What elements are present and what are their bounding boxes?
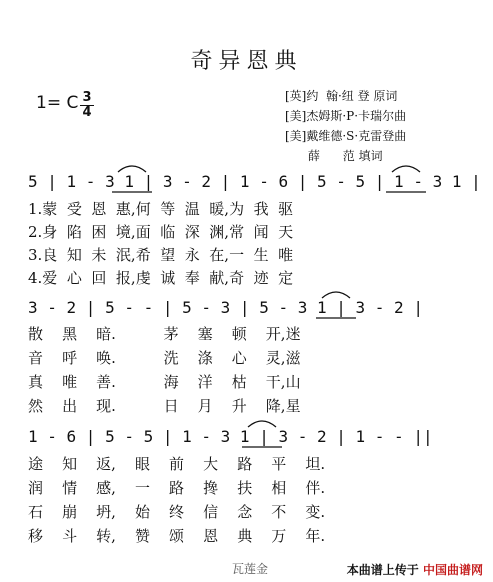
lyric-line: 音 呼 唤. 洗 涤 心 灵,滋	[28, 349, 301, 367]
lyric-line: 散 黑 暗. 茅 塞 顿 开,迷	[28, 325, 301, 343]
lyric-line: 2.身 陷 困 境,面 临 深 渊,常 闻 天	[28, 223, 294, 241]
lyric-line: 移 斗 转, 赞 颂 恩 典 万 年.	[28, 527, 326, 545]
song-title: 奇异恩典	[190, 49, 303, 74]
lyric-line: 石 崩 坍, 始 终 信 念 不 变.	[28, 503, 326, 521]
credit-line: 薛 范 填词	[285, 149, 383, 163]
lyric-line: 润 情 感, 一 路 搀 扶 相 伴.	[28, 479, 326, 497]
slur	[118, 166, 146, 172]
lyric-line: 然 出 现. 日 月 升 降,星	[28, 397, 301, 415]
slur	[392, 166, 420, 172]
slur	[248, 421, 276, 427]
credit-line: [美]戴维德·S·克雷登曲	[285, 129, 407, 143]
credit-line: [英]约 翰·纽 登 原词	[285, 89, 398, 103]
credit-line: [美]杰姆斯·P·卡瑞尔曲	[285, 109, 407, 123]
notation-row-1: 5 | 1 - 3 1 | 3 - 2 | 1 - 6 | 5 - 5 | 1 - 3 1 |	[28, 172, 481, 191]
key-signature: 1= C	[36, 93, 79, 113]
lyric-line: 3.良 知 未 泯,希 望 永 在,一 生 唯	[28, 246, 294, 264]
lyric-line: 1.蒙 受 恩 惠,何 等 温 暖,为 我 驱	[28, 200, 294, 218]
footer-site-name[interactable]: 中国曲谱网	[422, 563, 483, 577]
notation-row-3: 1 - 6 | 5 - 5 | 1 - 3 1 | 3 - 2 | 1 - - ||	[28, 427, 433, 446]
lyric-line: 途 知 返, 眼 前 大 路 平 坦.	[28, 455, 326, 473]
notation-row-2: 3 - 2 | 5 - - | 5 - 3 | 5 - 3 1 | 3 - 2 |	[28, 298, 423, 317]
upload-footer	[347, 561, 483, 578]
time-signature-top: 3	[80, 91, 94, 106]
slur	[322, 292, 350, 298]
time-signature-bottom: 4	[82, 105, 92, 120]
lyric-line: 4.爱 心 回 报,虔 诚 奉 献,奇 迹 定	[28, 269, 294, 287]
footer-prefix: 本曲谱上传于	[346, 563, 419, 577]
watermark-text: 瓦莲金	[232, 562, 269, 576]
lyric-line: 真 唯 善. 海 洋 枯 干,山	[28, 373, 301, 391]
